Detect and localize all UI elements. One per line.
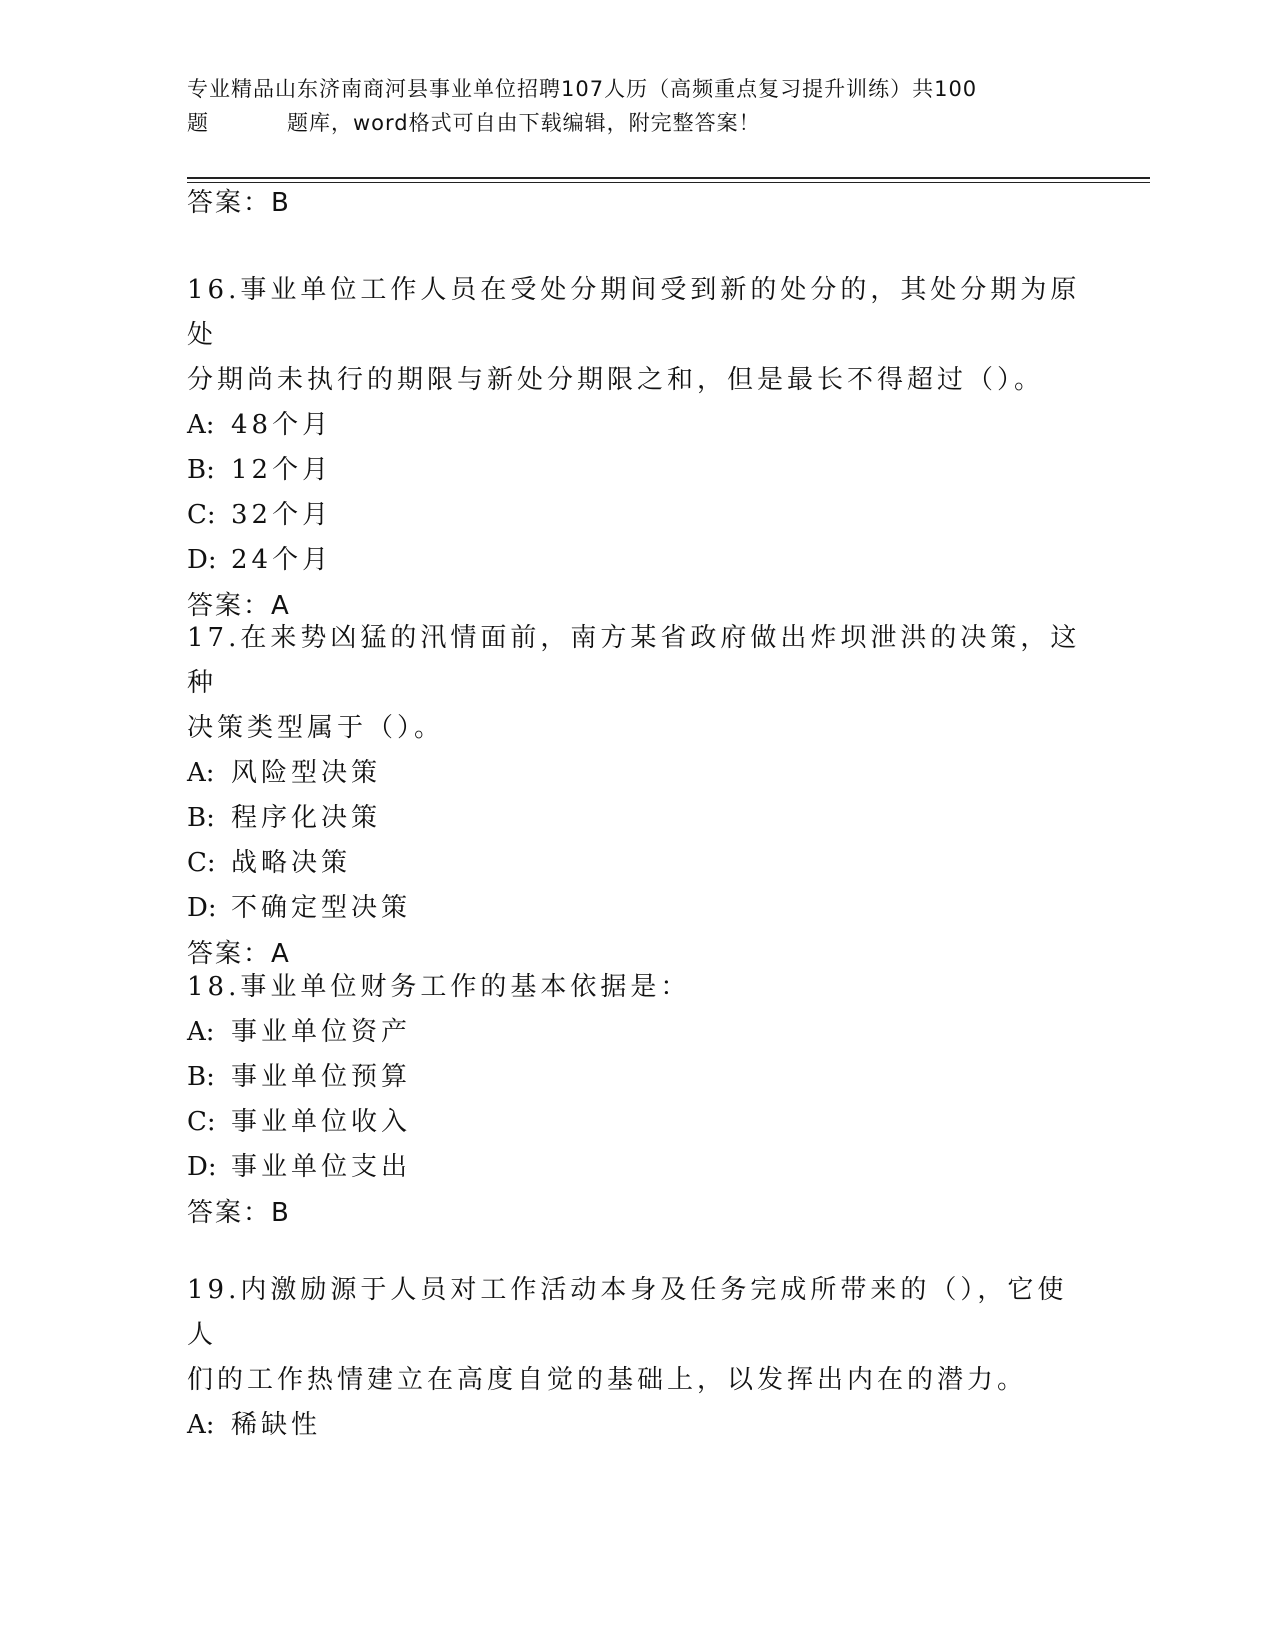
question-16-option-a: A: 48个月 xyxy=(187,410,333,440)
question-17-line1: 17.在来势凶猛的汛情面前，南方某省政府做出炸坝泄洪的决策，这种 xyxy=(187,623,1081,698)
question-17-option-d: D: 不确定型决策 xyxy=(187,893,412,923)
question-17-option-a: A: 风险型决策 xyxy=(187,758,382,788)
question-17-line2: 决策类型属于（）。 xyxy=(187,713,445,743)
answer-17: 答案：A xyxy=(187,939,291,969)
question-block-16 xyxy=(187,268,1087,629)
question-16-text xyxy=(187,268,1087,403)
question-19-line1: 19.内激励源于人员对工作活动本身及任务完成所带来的（），它使人 xyxy=(187,1275,1068,1350)
question-block-18 xyxy=(187,965,1087,1236)
question-18-line1: 18.事业单位财务工作的基本依据是： xyxy=(187,972,691,1002)
question-17-option-b: B: 程序化决策 xyxy=(187,803,382,833)
question-16-line1: 16.事业单位工作人员在受处分期间受到新的处分的，其处分期为原处 xyxy=(187,275,1081,350)
answer-18: 答案：B xyxy=(187,1198,291,1228)
question-18-option-c: C: 事业单位收入 xyxy=(187,1107,412,1137)
answer-15: 答案：B xyxy=(187,188,291,218)
question-block-19 xyxy=(187,1268,1087,1448)
question-18-option-b: B: 事业单位预算 xyxy=(187,1062,412,1092)
question-18-option-d: D: 事业单位支出 xyxy=(187,1152,412,1182)
header-divider xyxy=(187,177,1150,179)
answer-block-15 xyxy=(187,180,1087,226)
question-18-text xyxy=(187,965,1087,1010)
header-title-line2-start: 题 xyxy=(187,111,209,135)
header-title-line2 xyxy=(187,106,1087,140)
question-16-option-c: C: 32个月 xyxy=(187,500,333,530)
question-16-option-d: D: 24个月 xyxy=(187,545,333,575)
header-title-line2-rest: 题库，word格式可自由下载编辑，附完整答案！ xyxy=(287,111,761,135)
question-block-17 xyxy=(187,616,1087,977)
question-17-text xyxy=(187,616,1087,751)
question-16-option-b: B: 12个月 xyxy=(187,455,333,485)
question-19-line2: 们的工作热情建立在高度自觉的基础上，以发挥出内在的潜力。 xyxy=(187,1365,1028,1395)
question-17-option-c: C: 战略决策 xyxy=(187,848,352,878)
question-19-text xyxy=(187,1268,1087,1403)
question-18-option-a: A: 事业单位资产 xyxy=(187,1017,412,1047)
header-title-line1: 专业精品山东济南商河县事业单位招聘107人历（高频重点复习提升训练）共100 xyxy=(187,77,978,101)
question-16-line2: 分期尚未执行的期限与新处分期限之和，但是最长不得超过（）。 xyxy=(187,365,1045,395)
answer-16: 答案：A xyxy=(187,591,291,621)
question-19-option-a: A: 稀缺性 xyxy=(187,1410,322,1440)
document-header xyxy=(187,72,1087,140)
